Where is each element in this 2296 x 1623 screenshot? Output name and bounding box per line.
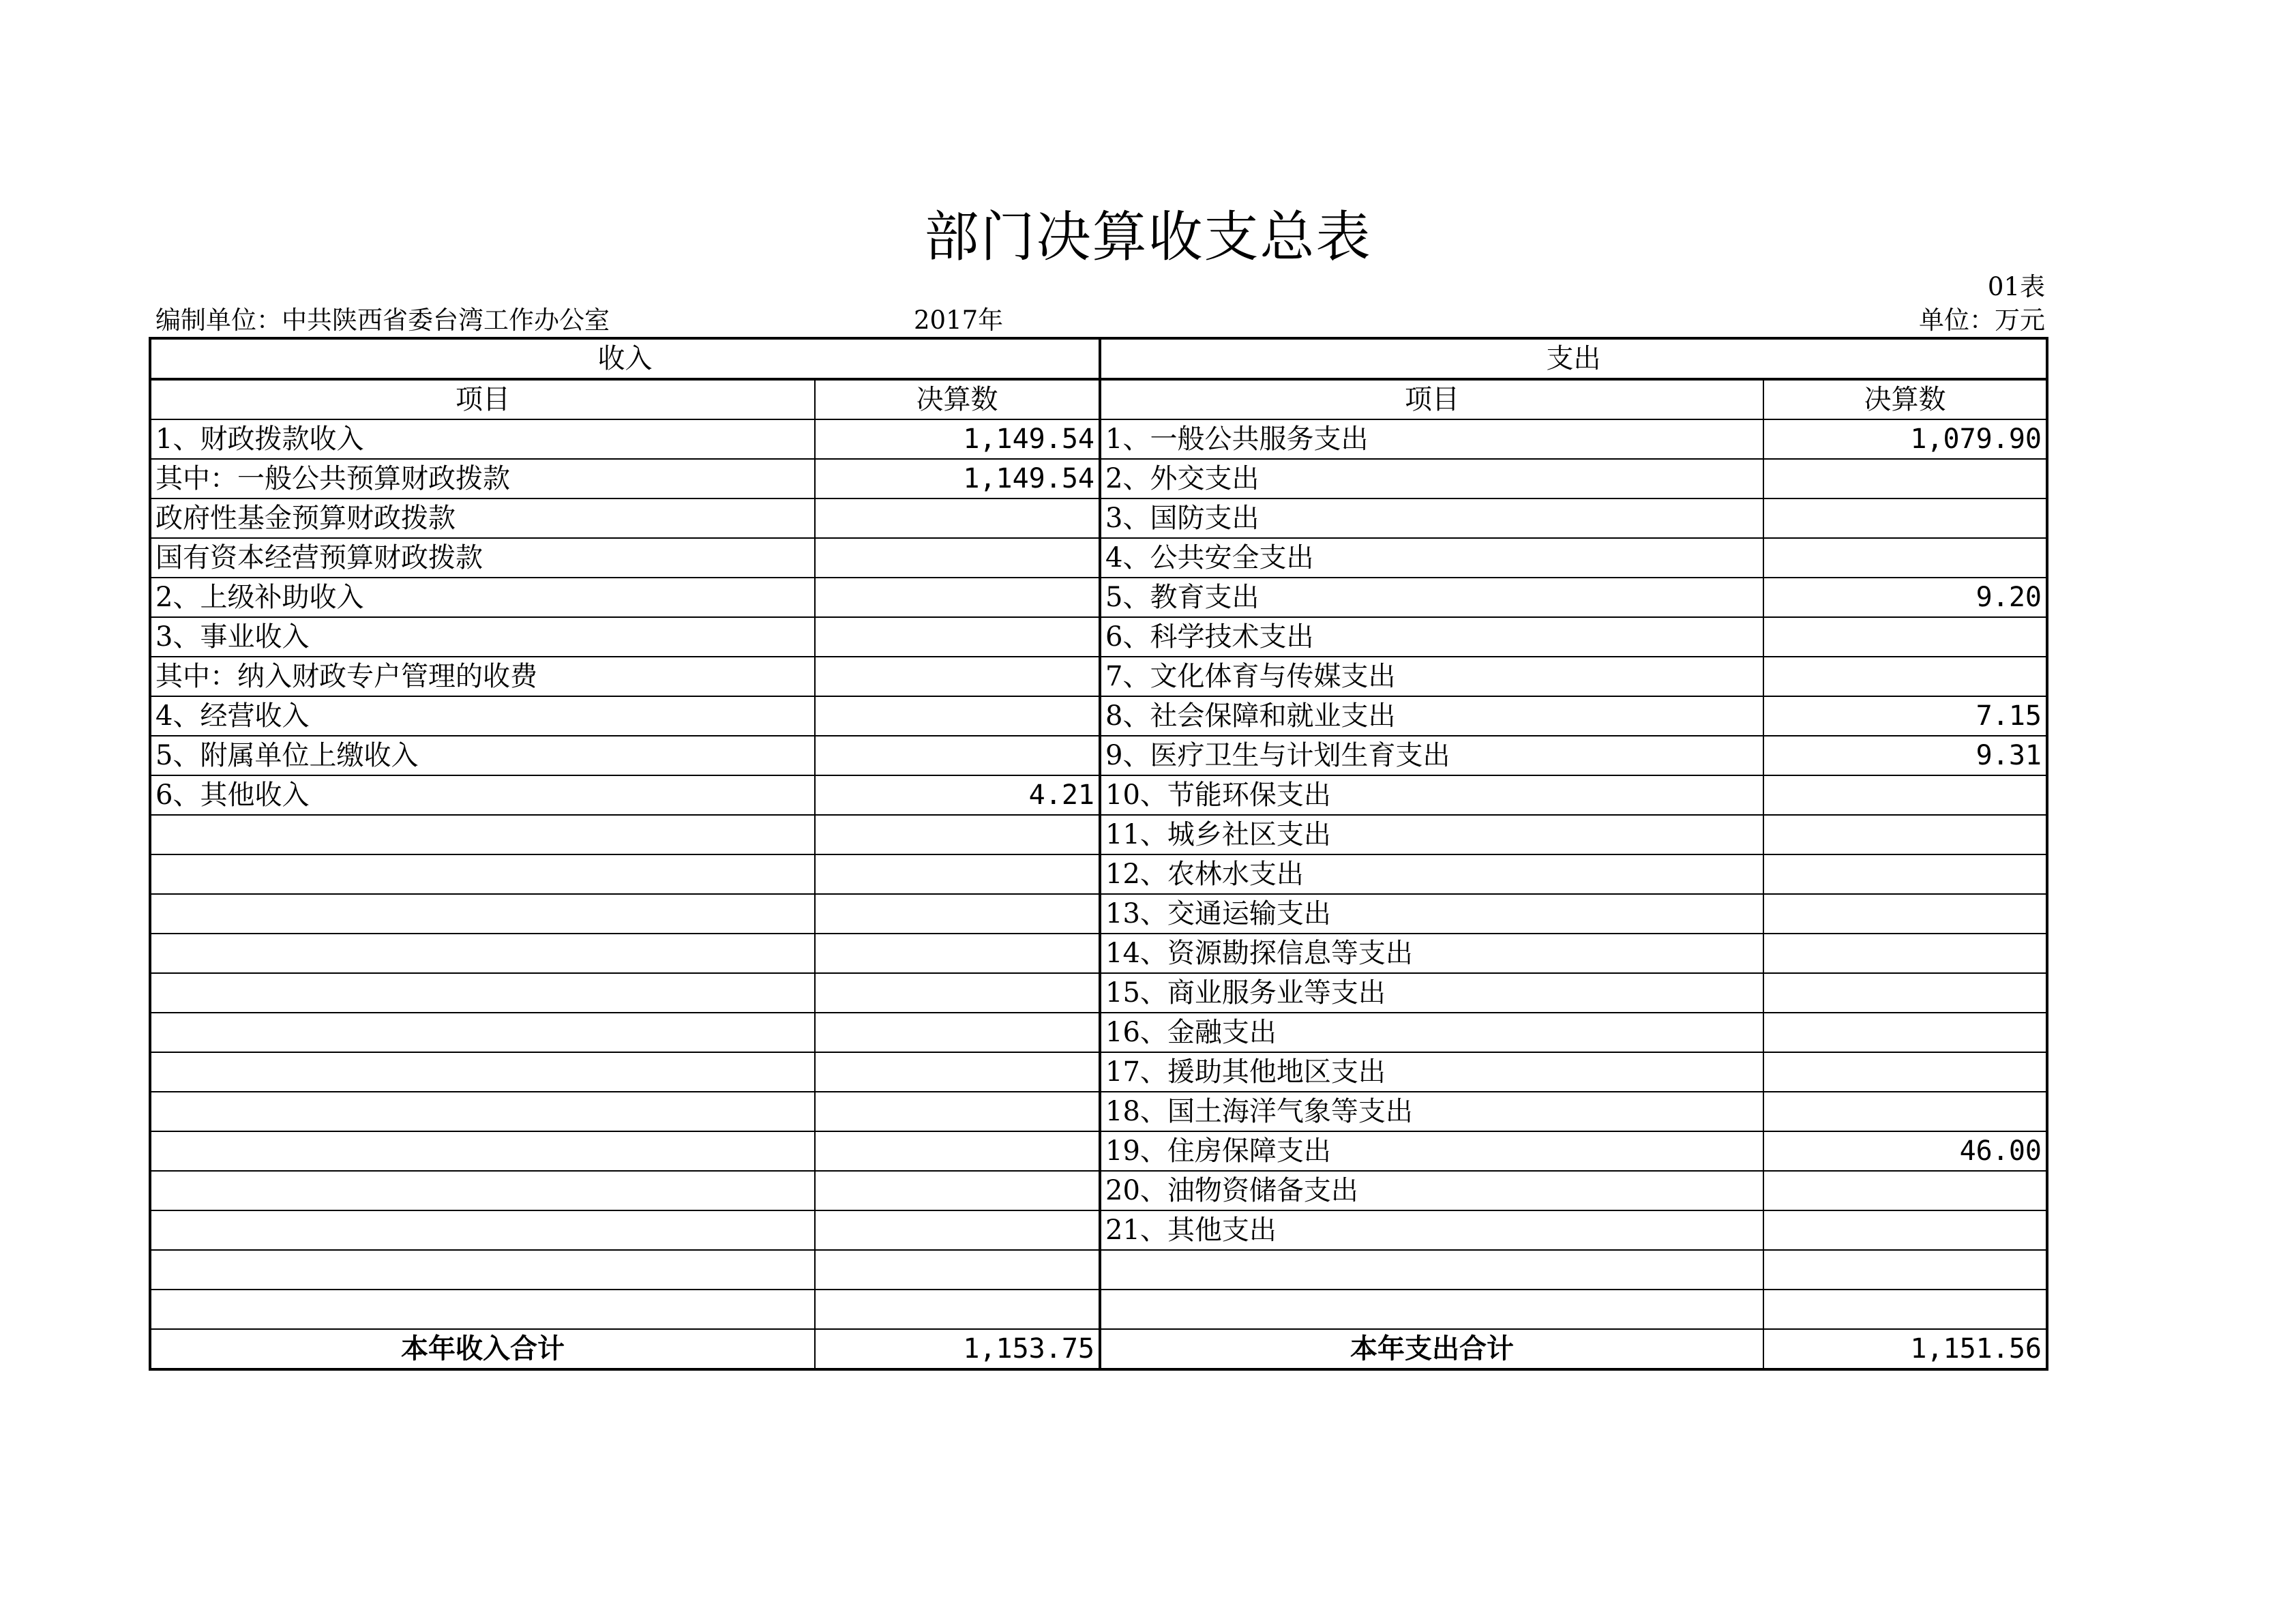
currency-unit: 单位：万元: [1919, 306, 2045, 335]
expense-amount: [1763, 934, 2047, 973]
income-amount: [815, 973, 1100, 1013]
expense-item: 20、油物资储备支出: [1100, 1171, 1763, 1210]
income-item: [150, 894, 815, 934]
expense-item: 2、外交支出: [1100, 459, 1763, 498]
compiling-unit: 编制单位：中共陕西省委台湾工作办公室: [155, 306, 610, 335]
table-row: [150, 1013, 2047, 1052]
income-amount: [815, 1131, 1100, 1171]
expense-item: 19、住房保障支出: [1100, 1131, 1763, 1171]
table-row: [150, 854, 2047, 894]
expense-item: 6、科学技术支出: [1100, 617, 1763, 657]
table-row: [150, 1250, 2047, 1290]
income-amount: [815, 578, 1100, 617]
income-item: [150, 1250, 815, 1290]
expense-item: 13、交通运输支出: [1100, 894, 1763, 934]
table-row: [150, 1171, 2047, 1210]
table-row: [150, 1210, 2047, 1250]
table-row: [150, 1290, 2047, 1329]
expense-item: 17、援助其他地区支出: [1100, 1052, 1763, 1092]
expense-item: 1、一般公共服务支出: [1100, 419, 1763, 459]
expense-item: 18、国土海洋气象等支出: [1100, 1092, 1763, 1131]
income-amount: [815, 894, 1100, 934]
expense-item: 9、医疗卫生与计划生育支出: [1100, 736, 1763, 775]
income-item: 其中：纳入财政专户管理的收费: [150, 657, 815, 696]
income-item: [150, 854, 815, 894]
income-amount: [815, 1250, 1100, 1290]
table-row: [150, 696, 2047, 736]
income-item: 2、上级补助收入: [150, 578, 815, 617]
expense-item: [1100, 1250, 1763, 1290]
income-item: 政府性基金预算财政拨款: [150, 498, 815, 538]
income-item: [150, 1210, 815, 1250]
table-row: [150, 815, 2047, 854]
expense-amount: [1763, 1250, 2047, 1290]
expense-amount: [1763, 1013, 2047, 1052]
income-amount: 1,149.54: [815, 419, 1100, 459]
expense-amount: 46.00: [1763, 1131, 2047, 1171]
page-title: 部门决算收支总表: [924, 205, 1372, 269]
income-item: 5、附属单位上缴收入: [150, 736, 815, 775]
income-item: [150, 1013, 815, 1052]
expense-item: 7、文化体育与传媒支出: [1100, 657, 1763, 696]
expense-total-value: 1,151.56: [1763, 1329, 2047, 1369]
income-expense-table: [149, 337, 2048, 1371]
income-amount: [815, 854, 1100, 894]
table-row: [150, 459, 2047, 498]
expense-amount: 9.31: [1763, 736, 2047, 775]
income-item: 国有资本经营预算财政拨款: [150, 538, 815, 578]
expense-item: [1100, 1290, 1763, 1329]
expense-section-header: 支出: [1100, 338, 2047, 379]
section-header-row: [150, 338, 2047, 379]
income-item: 其中：一般公共预算财政拨款: [150, 459, 815, 498]
income-item: [150, 1290, 815, 1329]
expense-amount: [1763, 459, 2047, 498]
table-row: [150, 419, 2047, 459]
expense-amount: [1763, 538, 2047, 578]
income-amount: [815, 736, 1100, 775]
expense-amount: [1763, 815, 2047, 854]
income-item: 6、其他收入: [150, 775, 815, 815]
income-amount: [815, 1290, 1100, 1329]
income-amount: [815, 1052, 1100, 1092]
column-header-row: [150, 379, 2047, 419]
table-row: [150, 538, 2047, 578]
expense-amount: [1763, 894, 2047, 934]
income-amount: [815, 617, 1100, 657]
expense-item-header: 项目: [1100, 379, 1763, 419]
income-item: 3、事业收入: [150, 617, 815, 657]
income-amount: [815, 1092, 1100, 1131]
table-row: [150, 736, 2047, 775]
expense-amount: [1763, 498, 2047, 538]
income-amount: [815, 538, 1100, 578]
expense-amount: [1763, 1092, 2047, 1131]
expense-amount: [1763, 854, 2047, 894]
totals-row: [150, 1329, 2047, 1369]
income-amount: [815, 696, 1100, 736]
income-item: [150, 815, 815, 854]
expense-amount: [1763, 1052, 2047, 1092]
expense-amount: [1763, 775, 2047, 815]
income-amount: [815, 1013, 1100, 1052]
expense-amount: [1763, 1210, 2047, 1250]
income-item: [150, 1171, 815, 1210]
expense-item: 15、商业服务业等支出: [1100, 973, 1763, 1013]
table-row: [150, 578, 2047, 617]
expense-amount: [1763, 1171, 2047, 1210]
income-item: [150, 1052, 815, 1092]
expense-amount: 1,079.90: [1763, 419, 2047, 459]
expense-amount: [1763, 617, 2047, 657]
income-amount: 1,149.54: [815, 459, 1100, 498]
expense-item: 21、其他支出: [1100, 1210, 1763, 1250]
table-row: [150, 1131, 2047, 1171]
table-row: [150, 1092, 2047, 1131]
table-row: [150, 775, 2047, 815]
expense-item: 4、公共安全支出: [1100, 538, 1763, 578]
income-amount: 4.21: [815, 775, 1100, 815]
expense-amount-header: 决算数: [1763, 379, 2047, 419]
table-row: [150, 617, 2047, 657]
report-year: 2017年: [914, 306, 1004, 335]
income-total-value: 1,153.75: [815, 1329, 1100, 1369]
income-amount: [815, 498, 1100, 538]
expense-item: 14、资源勘探信息等支出: [1100, 934, 1763, 973]
expense-amount: 9.20: [1763, 578, 2047, 617]
income-amount: [815, 1171, 1100, 1210]
income-section-header: 收入: [150, 338, 1100, 379]
expense-item: 8、社会保障和就业支出: [1100, 696, 1763, 736]
income-amount: [815, 1210, 1100, 1250]
income-item: [150, 934, 815, 973]
expense-amount: [1763, 657, 2047, 696]
expense-item: 11、城乡社区支出: [1100, 815, 1763, 854]
income-item: 1、财政拨款收入: [150, 419, 815, 459]
table-row: [150, 1052, 2047, 1092]
income-item-header: 项目: [150, 379, 815, 419]
table-row: [150, 934, 2047, 973]
expense-item: 12、农林水支出: [1100, 854, 1763, 894]
expense-item: 3、国防支出: [1100, 498, 1763, 538]
income-amount: [815, 657, 1100, 696]
expense-total-label: 本年支出合计: [1100, 1329, 1763, 1369]
expense-amount: [1763, 1290, 2047, 1329]
table-row: [150, 973, 2047, 1013]
table-row: [150, 894, 2047, 934]
expense-item: 5、教育支出: [1100, 578, 1763, 617]
income-item: 4、经营收入: [150, 696, 815, 736]
expense-amount: [1763, 973, 2047, 1013]
income-amount: [815, 934, 1100, 973]
income-item: [150, 1131, 815, 1171]
expense-item: 16、金融支出: [1100, 1013, 1763, 1052]
table-number: 01表: [1987, 272, 2045, 301]
expense-item: 10、节能环保支出: [1100, 775, 1763, 815]
income-item: [150, 1092, 815, 1131]
expense-amount: 7.15: [1763, 696, 2047, 736]
income-amount: [815, 815, 1100, 854]
income-amount-header: 决算数: [815, 379, 1100, 419]
income-total-label: 本年收入合计: [150, 1329, 815, 1369]
income-item: [150, 973, 815, 1013]
table-row: [150, 657, 2047, 696]
table-row: [150, 498, 2047, 538]
